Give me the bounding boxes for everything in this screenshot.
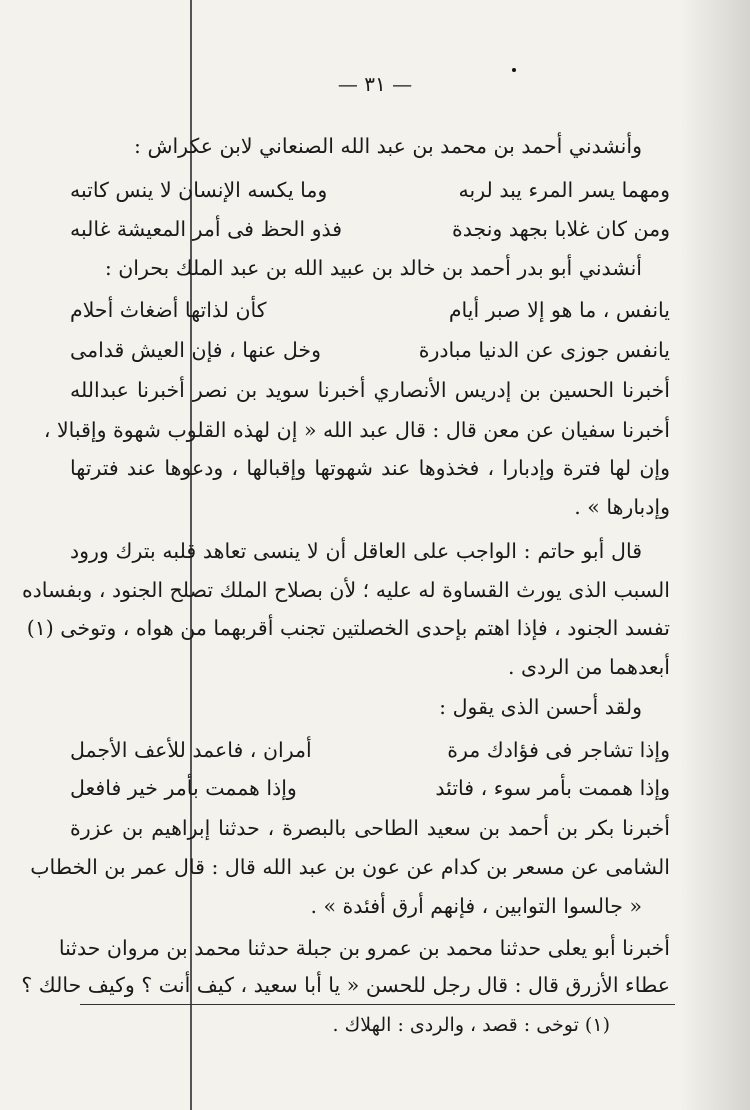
verse-hemistich-right: يانفس ، ما هو إلا صبر أيام xyxy=(448,298,670,322)
verse-line xyxy=(70,776,670,800)
text-line: الشامى عن مسعر بن كدام عن عون بن عبد الله قال : قال عمر بن الخطاب xyxy=(30,855,670,879)
footnote-rule xyxy=(80,1004,675,1005)
verse-line xyxy=(70,217,670,241)
text-line: أبعدهما من الردى . xyxy=(507,655,670,679)
text-line: أنشدني أبو بدر أحمد بن خالد بن عبيد الله بن عبد الملك بحران : xyxy=(104,256,642,280)
verse-hemistich-right: يانفس جوزى عن الدنيا مبادرة xyxy=(418,338,670,362)
text-line: وإن لها فترة وإدبارا ، فخذوها عند شهوتها وإقبالها ، ودعوها عند فترتها xyxy=(70,456,670,480)
verse-line xyxy=(70,298,670,322)
verse-line xyxy=(70,738,670,762)
text-line: أخبرنا أبو يعلى حدثنا محمد بن عمرو بن جبلة حدثنا محمد بن مروان حدثنا xyxy=(58,936,670,960)
verse-line xyxy=(70,178,670,202)
text-line: أخبرنا الحسين بن إدريس الأنصاري أخبرنا سويد بن نصر أخبرنا عبدالله xyxy=(70,378,670,402)
text-line: أخبرنا بكر بن أحمد بن سعيد الطاحى بالبصرة ، حدثنا إبراهيم بن عزرة xyxy=(70,816,670,840)
verse-hemistich-left: وإذا هممت بأمر خير فافعل xyxy=(70,776,297,800)
verse-line xyxy=(70,338,670,362)
verse-hemistich-left: أمران ، فاعمد للأعف الأجمل xyxy=(70,738,312,762)
text-line: السبب الذى يورث القساوة له عليه ؛ لأن بصلاح الملك تصلح الجنود ، وبفساده xyxy=(21,578,670,602)
text-line: وأنشدني أحمد بن محمد بن عبد الله الصنعاني لابن عكراش : xyxy=(134,134,642,158)
text-line: ولقد أحسن الذى يقول : xyxy=(439,695,642,719)
text-line: وإدبارها » . xyxy=(574,495,670,519)
verse-hemistich-right: وإذا تشاجر فى فؤادك مرة xyxy=(447,738,670,762)
verse-hemistich-left: فذو الحظ فى أمر المعيشة غالبه xyxy=(70,217,343,241)
verse-hemistich-left: كأن لذاتها أضغاث أحلام xyxy=(70,298,267,322)
text-line: « جالسوا التوابين ، فإنهم أرق أفئدة » . xyxy=(310,894,642,918)
verse-hemistich-right: ومهما يسر المرء يبد لربه xyxy=(458,178,670,202)
text-line: تفسد الجنود ، فإذا اهتم بإحدى الخصلتين تجنب أقربهما من هواه ، وتوخى (١) xyxy=(26,616,670,640)
verse-hemistich-right: وإذا هممت بأمر سوء ، فاتئد xyxy=(435,776,670,800)
page-number: — ٣١ — xyxy=(337,72,413,96)
scan-shadow xyxy=(680,0,750,1110)
verse-hemistich-left: وما يكسه الإنسان لا ينس كاتبه xyxy=(70,178,328,202)
text-line: أخبرنا سفيان عن معن قال : قال عبد الله « إن لهذه القلوب شهوة وإقبالا ، xyxy=(43,418,670,442)
text-line: عطاء الأزرق قال : قال رجل للحسن « يا أبا سعيد ، كيف أنت ؟ وكيف حالك ؟ xyxy=(21,973,670,997)
verse-hemistich-left: وخل عنها ، فإن العيش قدامى xyxy=(70,338,321,362)
text-line: قال أبو حاتم : الواجب على العاقل أن لا ينسى تعاهد قلبه بترك ورود xyxy=(70,539,642,563)
footnote: (١) توخى : قصد ، والردى : الهلاك . xyxy=(332,1014,610,1036)
verse-hemistich-right: ومن كان غلابا بجهد ونجدة xyxy=(451,217,670,241)
